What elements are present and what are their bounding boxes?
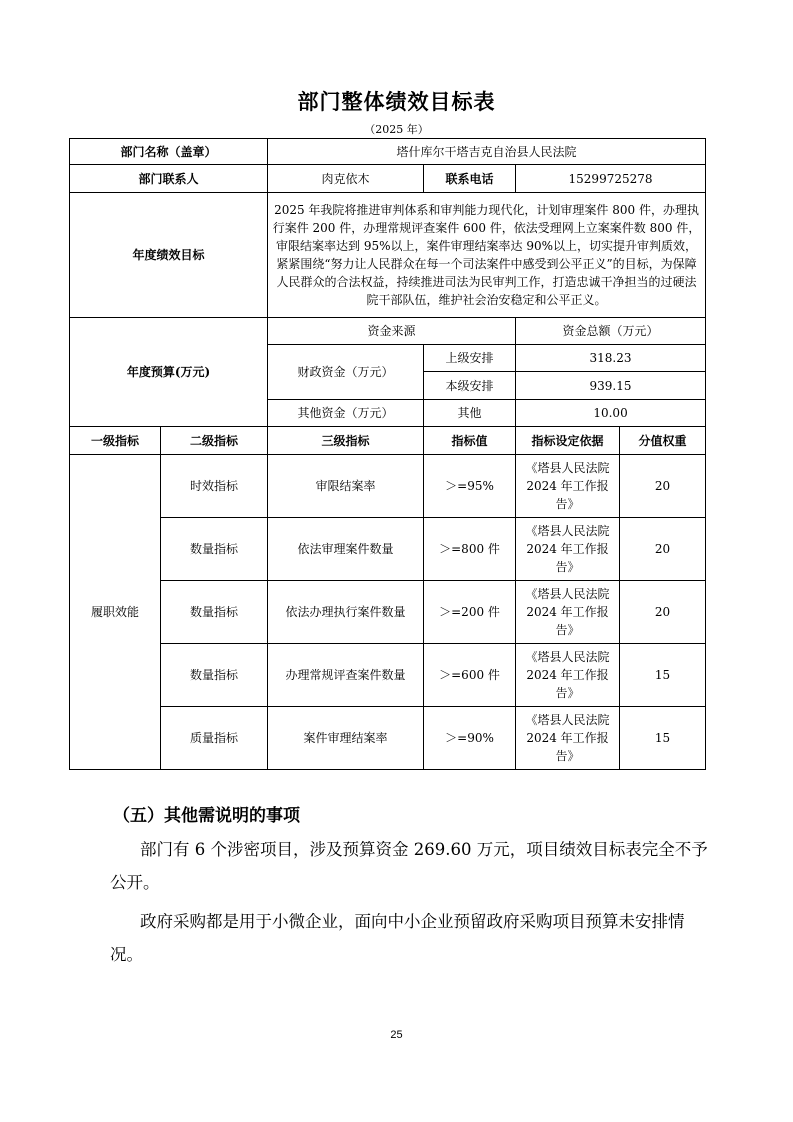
level2-indicator: 数量指标 (161, 644, 268, 707)
other-fund-sub: 其他 (424, 400, 516, 427)
fiscal-fund-label: 财政资金（万元） (268, 345, 424, 400)
level2-indicator: 质量指标 (161, 707, 268, 770)
performance-table (69, 138, 706, 770)
budget-label: 年度预算(万元) (70, 318, 268, 427)
indicator-weight: 15 (620, 644, 706, 707)
upper-arrangement-value: 318.23 (516, 345, 706, 372)
page-title: 部门整体绩效目标表 (297, 89, 496, 114)
level3-indicator: 依法办理执行案件数量 (268, 581, 424, 644)
header-level1: 一级指标 (70, 427, 161, 455)
dept-name-label: 部门名称（盖章） (70, 139, 268, 165)
dept-contact-label: 部门联系人 (70, 165, 268, 193)
header-level2: 二级指标 (161, 427, 268, 455)
page-number: 25 (390, 1029, 403, 1041)
paragraph-secret-projects (110, 833, 710, 899)
header-basis: 指标设定依据 (516, 427, 620, 455)
other-fund-label: 其他资金（万元） (268, 400, 424, 427)
fund-total-header: 资金总额（万元） (516, 318, 706, 345)
level2-indicator: 数量指标 (161, 518, 268, 581)
local-arrangement-label: 本级安排 (424, 372, 516, 400)
indicator-value: ＞=90% (424, 707, 516, 770)
indicator-basis: 《塔县人民法院 2024 年工作报告》 (516, 644, 620, 707)
phone-value: 15299725278 (516, 165, 706, 193)
indicator-value: ＞=600 件 (424, 644, 516, 707)
phone-label: 联系电话 (424, 165, 516, 193)
indicator-basis: 《塔县人民法院 2024 年工作报告》 (516, 518, 620, 581)
header-level3: 三级指标 (268, 427, 424, 455)
level3-indicator: 案件审理结案率 (268, 707, 424, 770)
table-row (70, 707, 706, 770)
indicator-basis: 《塔县人民法院 2024 年工作报告》 (516, 581, 620, 644)
level3-indicator: 依法审理案件数量 (268, 518, 424, 581)
paragraph-procurement (110, 905, 710, 971)
level2-indicator: 时效指标 (161, 455, 268, 518)
paragraph-text: 部门有 6 个涉密项目，涉及预算资金 269.60 万元，项目绩效目标表完全不予公开。 (110, 840, 708, 892)
indicator-value: ＞=95% (424, 455, 516, 518)
indicator-basis: 《塔县人民法院 2024 年工作报告》 (516, 707, 620, 770)
level3-indicator: 审限结案率 (268, 455, 424, 518)
other-fund-value: 10.00 (516, 400, 706, 427)
indicator-basis: 《塔县人民法院 2024 年工作报告》 (516, 455, 620, 518)
table-row (70, 518, 706, 581)
header-value: 指标值 (424, 427, 516, 455)
upper-arrangement-label: 上级安排 (424, 345, 516, 372)
level1-indicator: 履职效能 (70, 455, 161, 770)
table-row (70, 644, 706, 707)
annual-goal-label: 年度绩效目标 (70, 193, 268, 318)
table-row (70, 455, 706, 518)
indicator-weight: 20 (620, 518, 706, 581)
level2-indicator: 数量指标 (161, 581, 268, 644)
year-label: （2025 年） (364, 123, 429, 136)
annual-goal-text: 2025 年我院将推进审判体系和审判能力现代化，计划审理案件 800 件，办理执行案件 200 件，办理常规评查案件 600 件，依法受理网上立案案件数 800 件，审限结案率达到 95%以上，案件审理结案率达 90%以上，切实提升审判质效，紧紧围绕“努力让人民群众在每一个司法案件中感受到公平正义”的目标，为保障人民群众的合法权益，持续推进司法为民审判工作，打造忠诚干净担当的过硬法院干部队伍，维护社会治安稳定和公平正义。 (268, 193, 706, 318)
local-arrangement-value: 939.15 (516, 372, 706, 400)
fund-source-header: 资金来源 (268, 318, 516, 345)
indicator-value: ＞=200 件 (424, 581, 516, 644)
indicator-weight: 20 (620, 581, 706, 644)
header-weight: 分值权重 (620, 427, 706, 455)
indicator-weight: 15 (620, 707, 706, 770)
level3-indicator: 办理常规评查案件数量 (268, 644, 424, 707)
dept-contact-value: 肉克依木 (268, 165, 424, 193)
dept-name-value: 塔什库尔干塔吉克自治县人民法院 (268, 139, 706, 165)
indicator-value: ＞=800 件 (424, 518, 516, 581)
paragraph-text: 政府采购都是用于小微企业，面向中小企业预留政府采购项目预算未安排情况。 (110, 912, 685, 964)
section-heading: （五）其他需说明的事项 (113, 806, 300, 826)
indicator-header-row (70, 427, 706, 455)
indicator-weight: 20 (620, 455, 706, 518)
table-row (70, 581, 706, 644)
